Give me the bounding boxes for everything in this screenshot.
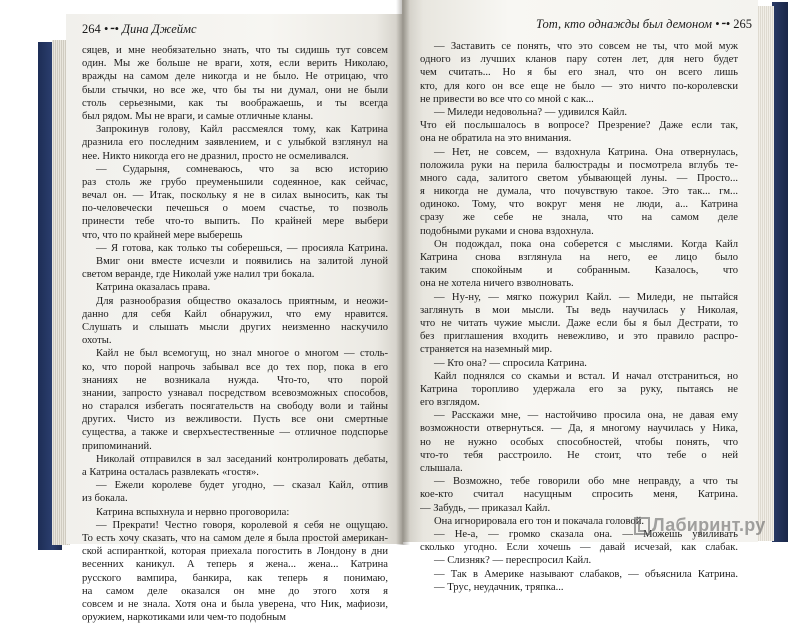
text-line: русского вампира, банкира, как теперь я понимаю, [82, 572, 388, 584]
text-line: — Сударыня, сомневаюсь, что за всю историю [96, 163, 388, 175]
text-line: Николай отправился в зал заседаний контролировать дебаты, [96, 453, 388, 465]
text-line: много сада, залитого светом убывающей луны. — Просто... [420, 172, 738, 184]
ornament: •⁃• [103, 22, 123, 36]
text-line: данно для себя Кайл обнаружил, что ему нравится. [82, 308, 388, 320]
text-line: — Возможно, тебе говорили обо мне неправду, а что ты [434, 476, 738, 488]
text-line: что не читать чужие мысли. Даже если бы я был Дестрати, то [420, 317, 738, 329]
text-line: чем считать... Но я бы его знал, что он всего лишь [420, 67, 738, 79]
text-line: страняется на наземный мир. [420, 344, 553, 356]
text-line: — Ежели королеве будет угодно, — сказал Кайл, отпив [96, 480, 388, 492]
text-line: — Расскажи мне, — настойчиво просила она, не давая ему [434, 410, 738, 422]
text-line: ской аспиранткой, которая приехала погостить в Лондону в дни [82, 546, 388, 558]
text-line: принести тебе что-то выпить. По крайней мере выбери [82, 216, 388, 228]
text-line: подобными руками и снова вздохнула. [420, 225, 594, 237]
text-line: — Ну-ну, — мягко пожурил Кайл. — Миледи, не пытайся [434, 291, 738, 303]
ornament: •⁃• [715, 17, 734, 31]
text-line: — Не-а, — громко сказала она. — Можешь увиливать [434, 528, 738, 540]
text-line: — Нет, не совсем, — вздохнула Катрина. Она отвернулась, [434, 146, 738, 158]
text-line: без приглашения входить невежливо, и это правило распро- [420, 331, 738, 343]
text-line: не привести во все что со мной с как... [420, 93, 594, 105]
left-running-title: Дина Джеймс [122, 22, 197, 36]
text-line: что-то тебя расстроило. Не стоит, что тебе о ней [420, 449, 738, 461]
text-line: — Я готова, как только ты соберешься, — просияла Катрина. [96, 242, 388, 254]
text-line: она не хотела ничего взволновать. [420, 278, 574, 290]
text-line: сяцев, и мне необязательно знать, что ты сидишь тут совсем [82, 45, 388, 56]
text-line: из бокала. [82, 493, 128, 505]
text-line: вражды на самом деле никогда и не было. Не отрицаю, что [82, 71, 388, 83]
text-line: — Кто она? — спросила Катрина. [434, 357, 587, 369]
text-line: весенних каникул. А теперь я жена... жена... Катрина [82, 559, 388, 571]
text-line: возможности отвернуться. — Да, я многому научилась у Ника, [420, 423, 738, 435]
text-line: — Трус, неудачник, тряпка... [434, 581, 564, 593]
text-line: таким спокойным и собранным. Казалось, что [420, 265, 738, 277]
text-line: дразнила его последним заявлением, и с улыбкой взглянул на [82, 137, 388, 149]
text-line: она не обратила на это внимания. [420, 133, 572, 145]
text-line: Кайл не был всемогущ, но знал многое о многом — столь- [96, 348, 388, 360]
text-line: слышала. [420, 463, 463, 474]
text-line: был рядом. Мы не враги, и самые отличные кланы. [82, 110, 314, 122]
text-line: существа, а также и сверхъестественные — отличное подспорье [82, 427, 388, 439]
text-line: Запрокинув голову, Кайл рассмеялся тому, как Катрина [96, 124, 388, 136]
text-line: Вмиг они вместе исчезли и появились на залитой луной [96, 256, 388, 267]
text-line: по-человечески печешься о моем счастье, то позволь [82, 203, 388, 215]
text-line: кто, для кого он все еще не было — это ничто по-королевски [420, 80, 738, 92]
right-page-number: 265 [733, 17, 752, 31]
text-line: совсем и не знала. Хотя она и была уверена, что Ник, мафиози, [82, 598, 388, 610]
left-running-head [82, 21, 197, 37]
text-line: я никогда не думала, что почувствую такое. Это так... гм... [420, 186, 738, 198]
right-page-text [420, 40, 738, 594]
text-line: заглянуть в мои мысли. Ты ведь научилась у Николая, [420, 304, 738, 316]
text-line: охоты. [82, 335, 112, 347]
text-line: одного из лучших кланов пару сотен лет, для него будет [420, 54, 738, 66]
page-edges-right [756, 6, 774, 541]
text-line: светом веранде, где Николай уже налил три бокала. [82, 269, 315, 281]
text-line: знании, запросто узнавал посредством всевозможных способов, [82, 387, 388, 399]
text-line: а Катрина осталась развлекать «гостя». [82, 467, 259, 478]
text-line: — Так в Америке называют слабаков, — объяснила Катрина. [434, 568, 738, 580]
text-line: положила руки на перила балюстрады и посмотрела вглубь те- [420, 159, 738, 171]
text-line: Катрина торопливо удержала его за руку, пытаясь не [420, 383, 738, 395]
text-line: но не нужно особых способностей, чтобы понять, что [420, 436, 738, 448]
text-line: Для разнообразия общество оказалось приятным, и неожи- [96, 295, 388, 307]
text-line: припоминаний. [82, 440, 152, 452]
text-line: Слушать и слышать мысли других неизменно наскучило [82, 321, 388, 333]
text-line: нее. Никто никогда его не дразнил, просто не осмеливался. [82, 150, 349, 162]
text-line: — Слизняк? — переспросил Кайл. [434, 555, 592, 567]
right-running-title: Тот, кто однажды был демоном [535, 17, 712, 31]
text-line: — Забудь, — приказал Кайл. [420, 502, 551, 514]
text-line: Что ей послышалось в вопросе? Презрение? Даже если так, [420, 120, 738, 132]
text-line: вечал он. — Итак, поскольку я не в силах выносить, как ты [82, 190, 388, 202]
book-cover-right [772, 2, 788, 542]
left-page-text [82, 44, 388, 624]
text-line: один. Мы же больше не враги, хотя, если верить Николаю, [82, 58, 388, 70]
text-line: Катрина снова взглянула на него, ее лицо было [420, 252, 738, 263]
text-line: что, что по крайней мере выберешь [82, 229, 243, 241]
book-gutter [396, 0, 410, 545]
text-line: кое-кто считал насущным спросить меня, Катрина. [420, 489, 738, 501]
text-line: знаниях не возникала нужда. Что-то, что порой [82, 374, 388, 386]
text-line: Катрина вспыхнула и нервно проговорила: [96, 506, 290, 518]
text-line: ко, что порой напрочь забывал все до тех пор, пока в его [82, 361, 388, 373]
text-line: других. Чисто из вежливости. Пусть все они смертные [82, 414, 388, 426]
text-line: — Прекрати! Честно говоря, королевой я себя не ощущаю. [96, 519, 388, 531]
text-line: То есть хочу сказать, что на самом деле я была простой американ- [82, 532, 388, 544]
labirint-logo-icon [634, 517, 650, 535]
text-line: — Заставить се понять, что это совсем не ты, что мой муж [434, 41, 738, 52]
text-line: были стычки, но все же, что бы ты ни думал, они не были [82, 84, 388, 96]
text-line: столь серьезными, как ты воображаешь, и ты всегда [82, 97, 388, 109]
left-page-number: 264 [82, 22, 101, 36]
text-line: раз столь же грубо преуменьшили содеянное, как сейчас, [82, 176, 388, 188]
text-line: Она игнорировала его тон и покачала головой. [434, 515, 645, 527]
text-line: оружием, наркотиками или чем-то подобным [82, 612, 286, 624]
watermark: Лабиринт.ру [652, 515, 766, 535]
right-running-head [536, 16, 752, 32]
text-line: на самом деле оказался он мне до этого хотя я [82, 585, 388, 597]
text-line: но старался избегать посягательств на свободу воли и тайны [82, 401, 388, 413]
text-line: — Миледи недовольна? — удивился Кайл. [434, 106, 628, 118]
text-line: сколько угодно. Если хочешь — давай исчезай, как слабак. [420, 542, 738, 554]
text-line: Катрина оказалась права. [96, 282, 211, 294]
text-line: его взглядом. [420, 397, 480, 409]
text-line: Он подождал, пока она соберется с мыслями. Когда Кайл [434, 238, 738, 250]
text-line: сразу же себе не знала, что на самом деле [420, 212, 738, 224]
text-line: Кайл поднялся со скамьи и встал. И начал отстраниться, но [434, 370, 738, 382]
text-line: одиноко. Тому, что вокруг меня не люди, а... Катрина [420, 199, 738, 211]
